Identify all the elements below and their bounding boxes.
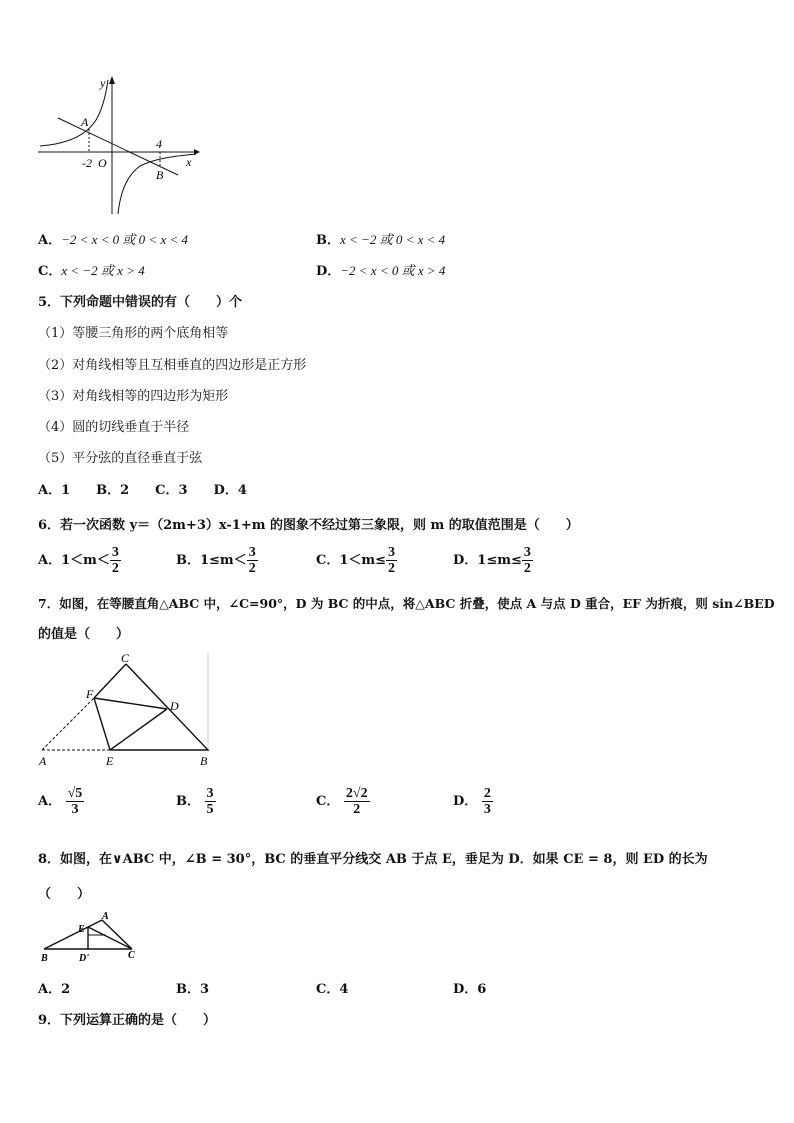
q4-option-b: B．x < −2 或 0 < x < 4 [316,232,446,248]
q7-label-f: F [86,687,94,701]
q7-option-b: B． $\frac{3}{5}$ [176,786,214,817]
q5-stem: 5．下列命题中错误的有（ ）个 [38,295,243,310]
q4-label-a: A [81,115,89,129]
q6-option-d: D．1≤m≤ $\frac{3}{2}$ [453,545,531,576]
q8-option-d: D．6 [453,982,487,997]
q7-stem-line1: 7．如图，在等腰直角△ABC 中，∠C=90°，D 为 BC 的中点，将△ABC 折叠，使点 A 与点 D 重合，EF 为折痕，则 sin∠BED [38,596,775,611]
q4-option-d: D．−2 < x < 0 或 x > 4 [316,263,446,279]
q5-options: A．1 B．2 C．3 D．4 [38,483,247,498]
q4-label-b: B [156,168,164,182]
q5-item-3: （3）对角线相等的四边形为矩形 [38,389,229,404]
q7-triangle-figure [36,652,212,770]
q5-item-5: （5）平分弦的直径垂直于弦 [38,451,203,466]
q7-label-e: E [106,754,114,768]
q4-label-x: x [186,155,192,169]
q4-option-a: A．−2 < x < 0 或 0 < x < 4 [38,232,188,248]
q8-stem-line1: 8．如图，在∨ABC 中，∠B = 30°，BC 的垂直平分线交 AB 于点 E，垂足为 D．如果 CE = 8，则 ED 的长为 [38,852,708,867]
q7-label-c: C [121,652,130,665]
q8-label-b: B [41,953,48,964]
q8-option-a: A．2 [38,982,71,997]
q8-label-e: E [78,924,85,935]
q7-option-d: D． $\frac{2}{3}$ [453,786,491,817]
q6-option-c: C．1＜m≤ $\frac{3}{2}$ [316,545,396,576]
q8-stem-line2: （ ） [38,887,91,902]
q4-label-4: 4 [156,137,162,151]
q7-label-b: B [200,754,208,768]
q4-option-c: C．x < −2 或 x > 4 [38,263,145,279]
q6-stem: 6．若一次函数 y＝（2m+3）x-1+m 的图象不经过第三象限，则 m 的取值范围是（ ） [38,518,579,533]
q4-graph-figure [36,74,200,216]
q5-item-1: （1）等腰三角形的两个底角相等 [38,326,229,341]
q6-option-b: B．1≤m＜ $\frac{3}{2}$ [176,545,256,576]
q8-label-a: A [102,911,109,922]
q7-stem-line2: 的值是（ ） [38,627,130,642]
q7-label-a: A [39,754,47,768]
q7-option-c: C． $\frac{2√2}{2}$ [316,786,368,817]
q7-option-a: A． $\frac{√5}{3}$ [38,786,83,817]
q4-label-neg2: -2 [82,156,92,170]
q8-label-c: C [128,950,135,961]
q6-option-a: A．1＜m＜ $\frac{3}{2}$ [38,545,119,576]
q8-option-b: B．3 [176,982,210,997]
q4-label-o: O [98,156,107,170]
q5-item-4: （4）圆的切线垂直于半径 [38,420,190,435]
q8-label-d: D' [79,953,89,964]
q4-label-y: y [100,76,106,90]
q5-item-2: （2）对角线相等且互相垂直的四边形是正方形 [38,358,307,373]
q7-label-d: D [170,699,179,713]
q9-stem: 9．下列运算正确的是（ ） [38,1013,217,1028]
q8-option-c: C．4 [316,982,349,997]
q8-triangle-figure [36,910,140,966]
